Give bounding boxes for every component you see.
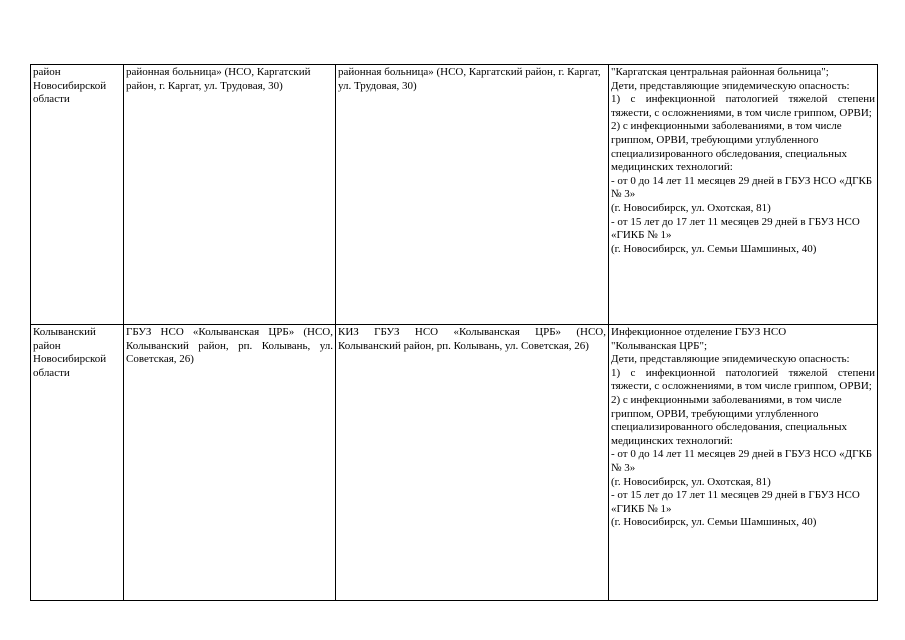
- referral-item-1: 1) с инфекционной патологией тяжелой степени тяжести, с осложнениями, в том числе гриппом, ОРВИ;: [611, 366, 875, 393]
- referral-age-2: - от 15 лет до 17 лет 11 месяцев 29 дней в ГБУЗ НСО «ГИКБ № 1»: [611, 489, 860, 515]
- referral-age-1: - от 0 до 14 лет 11 месяцев 29 дней в ГБУЗ НСО «ДГКБ № 3»: [611, 448, 873, 474]
- referral-cell: [609, 325, 878, 601]
- institution-cell: [124, 325, 336, 601]
- table-row: [31, 325, 878, 601]
- referral-header-line: Инфекционное отделение ГБУЗ НСО: [611, 326, 787, 338]
- department-cell: [336, 65, 609, 325]
- institution-cell: [124, 65, 336, 325]
- referral-header-line: "Каргатская центральная районная больница";: [611, 66, 829, 78]
- institution-text: районная больница» (НСО, Каргатский район, г. Каргат, ул. Трудовая, 30): [126, 66, 311, 92]
- referral-children-text: Дети, представляющие эпидемическую опасность:: [611, 353, 850, 366]
- referral-address-2: (г. Новосибирск, ул. Семьи Шамшиных, 40): [611, 242, 817, 255]
- district-text: район Новосибирской области: [33, 66, 107, 106]
- department-text: КИЗ ГБУЗ НСО «Колыванская ЦРБ» (НСО, Колыванский район, рп. Колывань, ул. Советская, 26): [338, 326, 606, 352]
- hospital-routing-table: [30, 64, 878, 601]
- referral-item-2: 2) с инфекционными заболеваниями, в том числе гриппом, ОРВИ, требующими углубленного специализированного обследования, специальных медицинских технологий:: [611, 120, 847, 174]
- referral-age-2: - от 15 лет до 17 лет 11 месяцев 29 дней в ГБУЗ НСО «ГИКБ № 1»: [611, 215, 860, 242]
- referral-address-2: (г. Новосибирск, ул. Семьи Шамшиных, 40): [611, 516, 817, 529]
- referral-address-1: (г. Новосибирск, ул. Охотская, 81): [611, 201, 771, 214]
- referral-header-line: "Колыванская ЦРБ";: [611, 339, 708, 352]
- table-row: [31, 65, 878, 325]
- referral-item-2: 2) с инфекционными заболеваниями, в том числе гриппом, ОРВИ, требующими углубленного специализированного обследования, специальных медицинских технологий:: [611, 393, 847, 447]
- district-cell: [31, 65, 124, 325]
- department-cell: [336, 325, 609, 601]
- referral-cell: [609, 65, 878, 325]
- referral-address-1: (г. Новосибирск, ул. Охотская, 81): [611, 475, 771, 488]
- district-cell: [31, 325, 124, 601]
- referral-item-1: 1) с инфекционной патологией тяжелой степени тяжести, с осложнениями, в том числе гриппом, ОРВИ;: [611, 93, 875, 119]
- referral-age-1: - от 0 до 14 лет 11 месяцев 29 дней в ГБУЗ НСО «ДГКБ № 3»: [611, 174, 873, 201]
- district-text: Колыванский район Новосибирской области: [33, 326, 107, 379]
- referral-children-text: Дети, представляющие эпидемическую опасность:: [611, 79, 850, 92]
- department-text: районная больница» (НСО, Каргатский район, г. Каргат, ул. Трудовая, 30): [338, 66, 601, 92]
- institution-text: ГБУЗ НСО «Колыванская ЦРБ» (НСО, Колыванский район, рп. Колывань, ул. Советская, 26): [126, 326, 333, 366]
